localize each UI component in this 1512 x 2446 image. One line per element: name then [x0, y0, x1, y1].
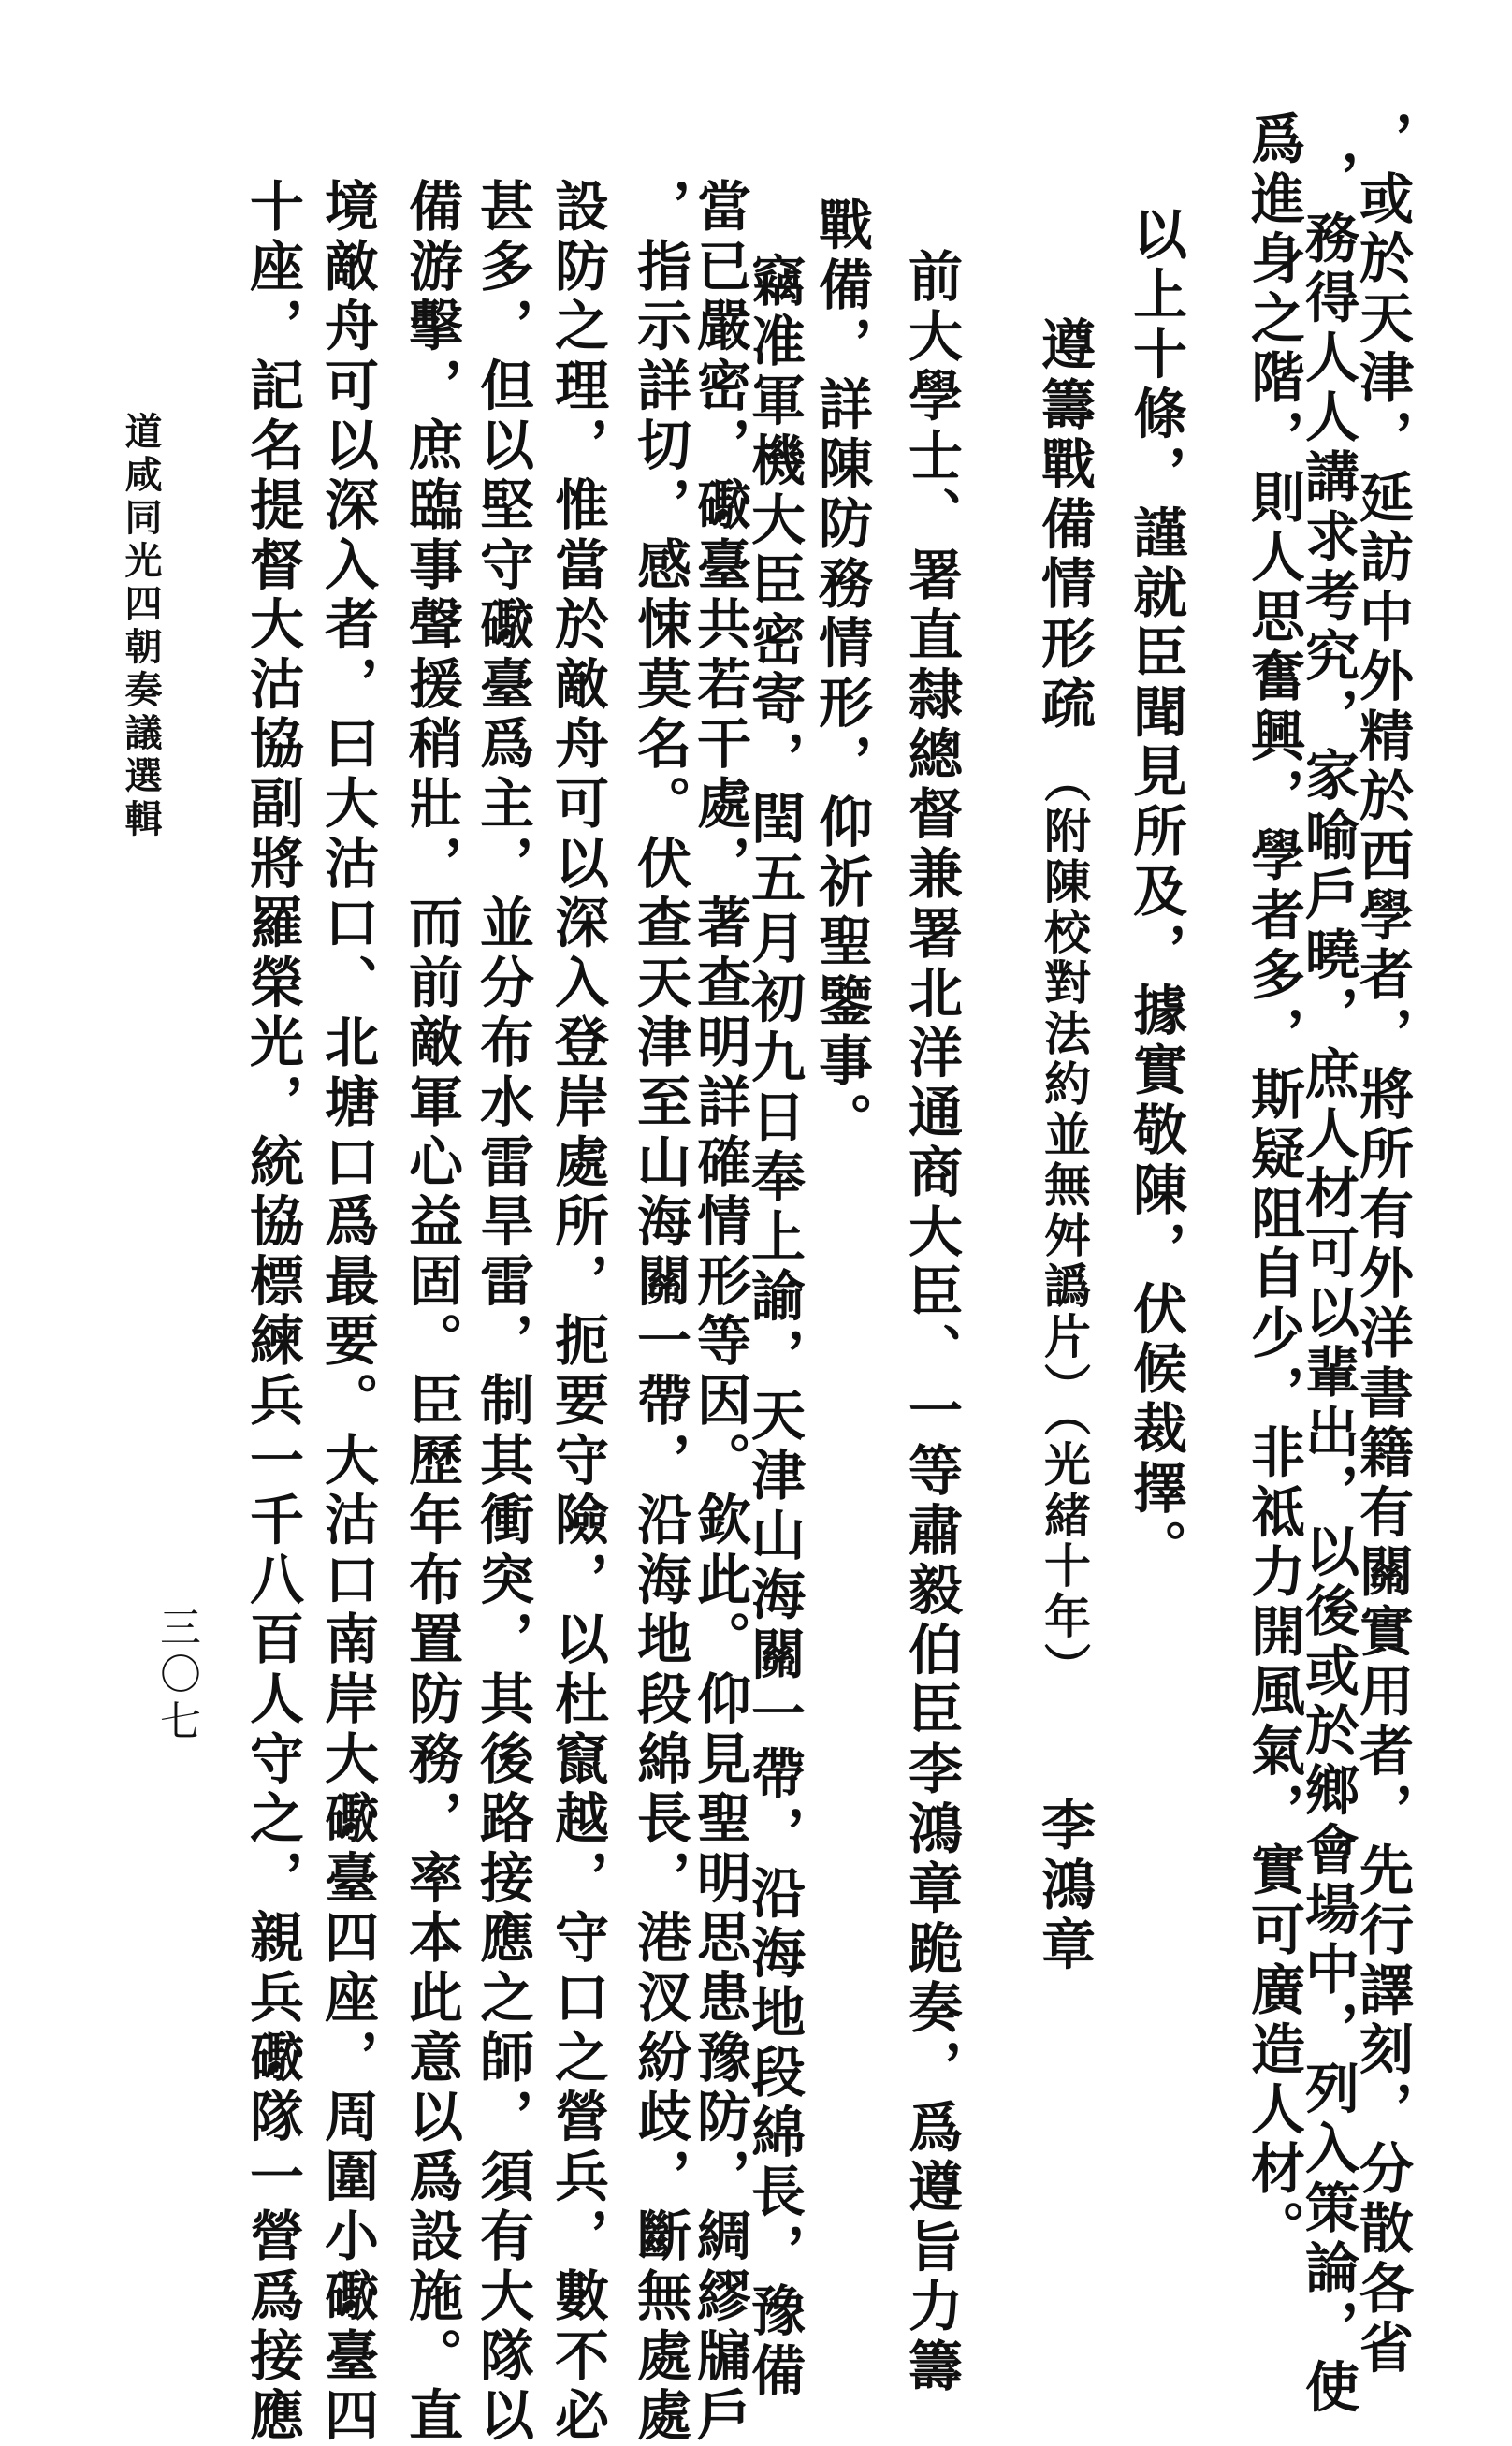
text-column-2: ，務得人人講求考究，家喻戶曉，庶人材可以輩出，以後或於鄉會場中，列入策論，使	[1296, 150, 1359, 2419]
text-column-11: 當已嚴密，礮臺共若干處，著查明詳確情形等因。欽此。仰見聖明思患豫防，綢繆牖戶	[688, 178, 751, 2446]
text-column-13: 設防之理，惟當於敵舟可以深入登岸處所，扼要守險，以杜竄越，守口之營兵，數不必	[545, 178, 609, 2446]
book-title: 道咸同光四朝奏議選輯	[119, 412, 163, 842]
text-column-4: 以上十條，謹就臣聞見所及，據實敬陳，伏候裁擇。	[1124, 206, 1187, 1580]
author-name: 李鴻章	[1032, 1797, 1096, 1976]
text-column-8: 前大學士、署直隸總督兼署北洋通商大臣、一等肅毅伯臣李鴻章跪奏，爲遵旨力籌	[899, 248, 963, 2397]
text-column-15: 備游擊，庶臨事聲援稍壯，而前敵軍心益固。臣歷年布置防務，率本此意以爲設施。直	[400, 178, 463, 2446]
text-column-14: 甚多，但以堅守礮臺爲主，並分布水雷旱雷，制其衝突，其後路接應之師，須有大隊以	[471, 178, 534, 2446]
text-column-10: 竊准軍機大臣密寄，閏五月初九日奉上諭，天津山海關一帶，沿海地段綿長，豫備	[742, 253, 806, 2402]
text-column-1: ，或於天津，延訪中外精於西學者，將所有外洋書籍有關實用者，先行譯刻，分散各省	[1350, 110, 1414, 2380]
text-column-9: 戰備，詳陳防務情形，仰祈聖鑒事。	[809, 197, 873, 1152]
page-number: 三〇七	[153, 1606, 200, 1746]
memorial-title: 遵籌戰備情形疏	[1032, 316, 1096, 735]
text-column-3: 爲進身之階，則人思奮興，學者多，斯疑阻自少，非祗力開風氣，實可廣造人材。	[1242, 110, 1305, 2260]
text-column-12: ，指示詳切，感悚莫名。伏查天津至山海關一帶，沿海地段綿長，港汊紛歧，斷無處處	[628, 178, 691, 2446]
text-column-17: 十座，記名提督大沽協副將羅榮光，統協標練兵一千八百人守之，親兵礮隊一營爲接應	[240, 178, 304, 2446]
memorial-subtitle: （附陳校對法約並無舛譌片）（光緒十年）	[1037, 756, 1092, 1693]
text-column-16: 境敵舟可以深入者，曰大沽口、北塘口爲最要。大沽口南岸大礮臺四座，周圍小礮臺四	[315, 178, 379, 2446]
